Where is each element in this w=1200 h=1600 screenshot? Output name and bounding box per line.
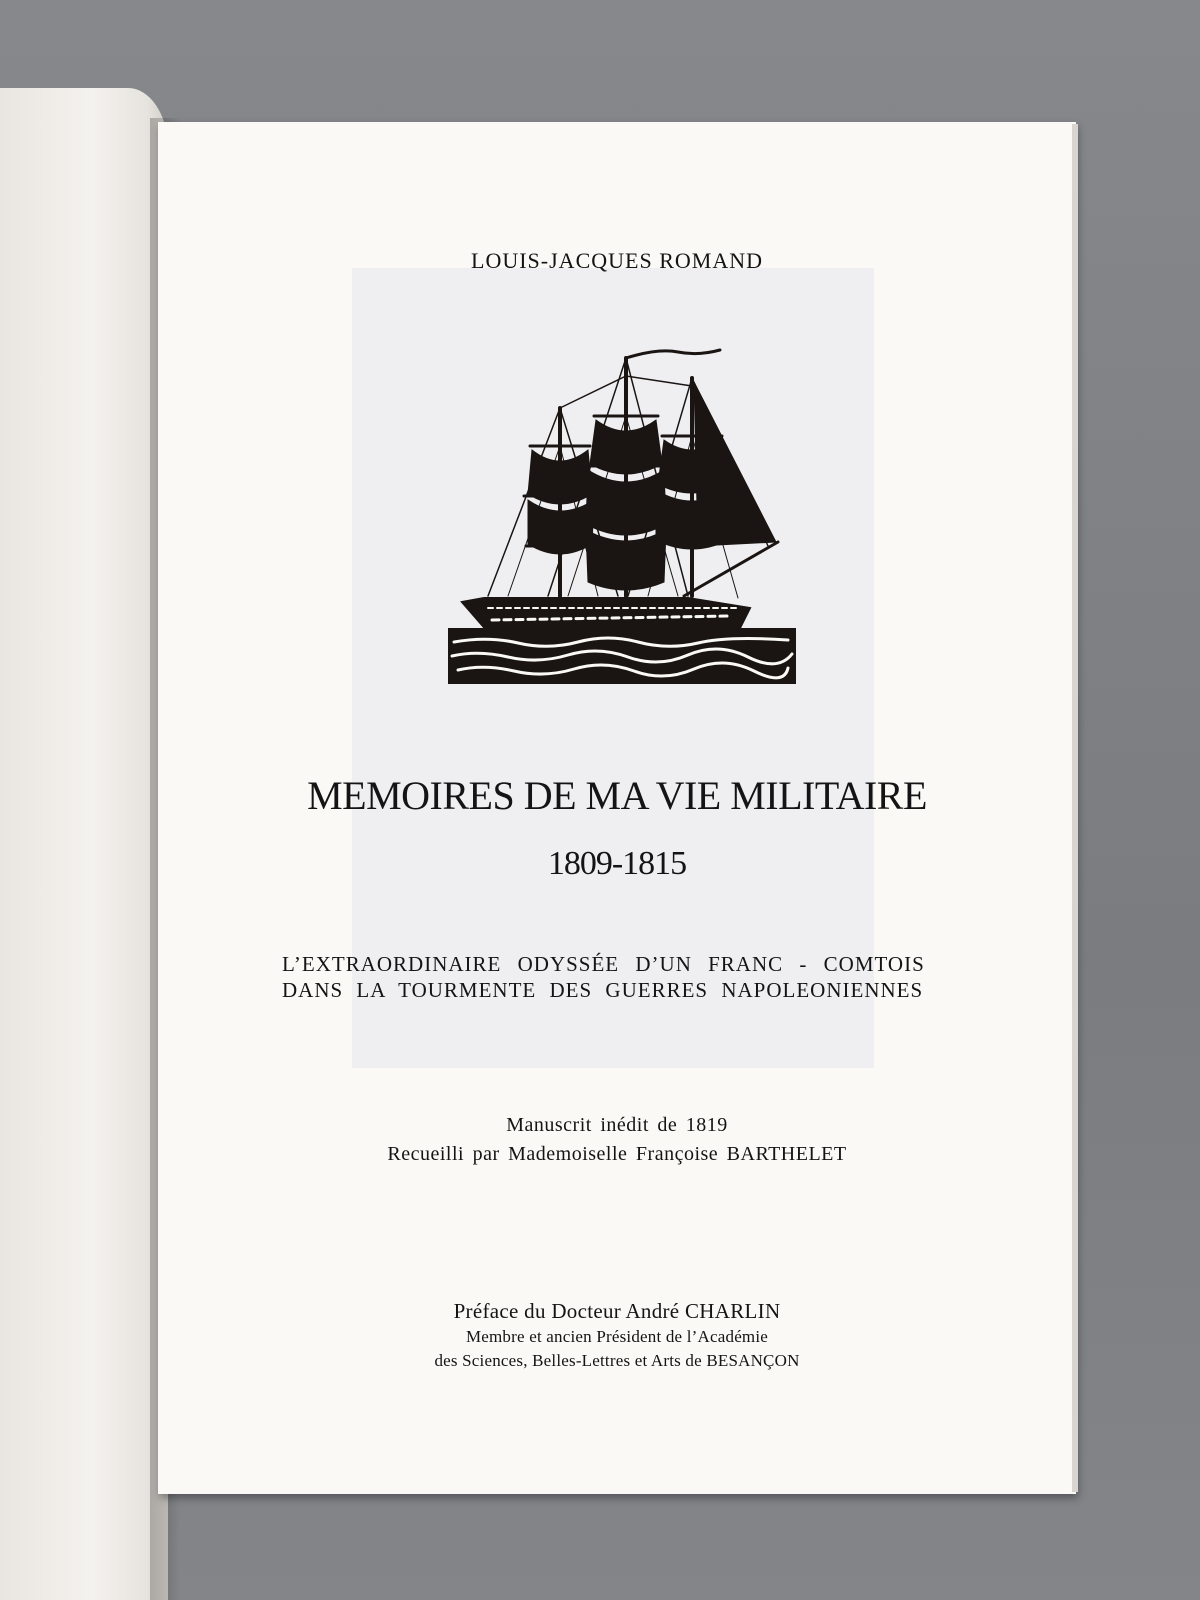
author-name: LOUIS-JACQUES ROMAND: [471, 248, 763, 273]
subtitle-line-2: DANS LA TOURMENTE DES GUERRES NAPOLEONIENNES: [282, 978, 924, 1002]
preface-author: Préface du Docteur André CHARLIN: [453, 1299, 781, 1323]
left-page: [0, 88, 168, 1600]
sailing-ship-icon: [448, 346, 796, 684]
book-title: MEMOIRES DE MA VIE MILITAIRE: [307, 773, 927, 818]
manuscript-note: Manuscrit inédit de 1819: [506, 1114, 728, 1136]
subtitle-line-1: L’EXTRAORDINAIRE ODYSSÉE D’UN FRANC - COMTOIS: [282, 952, 925, 976]
collected-by: Recueilli par Mademoiselle Françoise BARTHELET: [387, 1143, 847, 1165]
preface-affiliation-1: Membre et ancien Président de l’Académie: [465, 1327, 769, 1346]
preface-affiliation-2: des Sciences, Belles-Lettres et Arts de BESANÇON: [434, 1351, 800, 1370]
book-years: 1809-1815: [547, 845, 687, 882]
